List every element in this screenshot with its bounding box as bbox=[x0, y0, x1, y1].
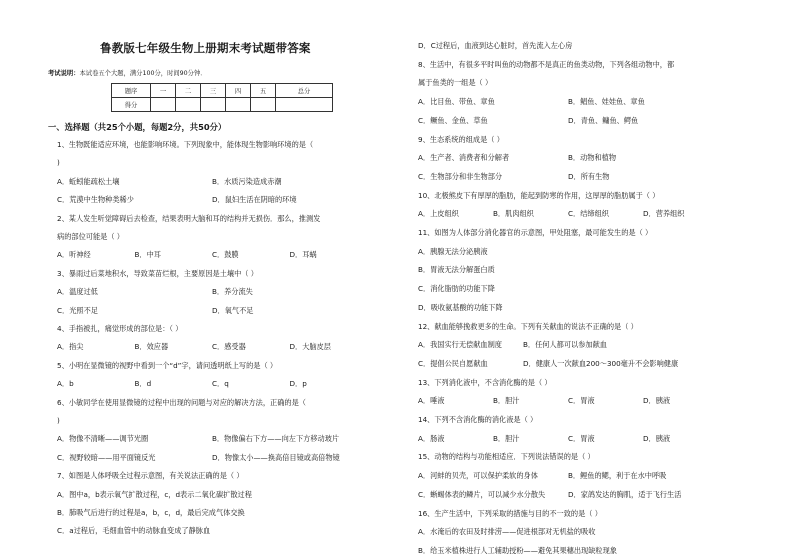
answer-option: D．营养组织 bbox=[643, 209, 685, 219]
answer-option: A．b bbox=[57, 379, 74, 389]
score-cell[interactable] bbox=[251, 98, 276, 112]
answer-option: A．蚯蚓能疏松土壤 bbox=[57, 176, 120, 186]
answer-option: D．胰液 bbox=[643, 396, 671, 406]
score-header-cell: 五 bbox=[251, 84, 276, 98]
answer-option: A．生产者、消费者和分解者 bbox=[418, 153, 510, 163]
question-text: 4、手指被扎，痛觉形成的部位是：（ ） bbox=[57, 324, 183, 333]
score-header-cell: 四 bbox=[226, 84, 251, 98]
answer-option: B．胃液无法分解蛋白质 bbox=[418, 265, 495, 275]
answer-option: C．鳜鱼、金鱼、草鱼 bbox=[418, 115, 488, 125]
answer-option: C．鼓膜 bbox=[212, 250, 239, 260]
question-text: 15、动物的结构与功能相适应．下列说法错误的是（ ） bbox=[418, 452, 595, 462]
answer-option: B．效应器 bbox=[134, 342, 169, 352]
answer-option: C．消化脂肪的功能下降 bbox=[418, 284, 495, 294]
document-title: 鲁教版七年级生物上册期末考试题带答案 bbox=[100, 41, 311, 55]
score-cell[interactable] bbox=[226, 98, 251, 112]
score-table bbox=[111, 83, 333, 112]
answer-option: A．物像不清晰——调节光圈 bbox=[57, 434, 149, 444]
answer-option: B．肌肉组织 bbox=[493, 209, 534, 219]
answer-option: A．指尖 bbox=[57, 342, 84, 352]
answer-option: A．唾液 bbox=[418, 396, 445, 406]
question-text: 11、如图为人体部分消化器官的示意图，甲处阻塞，最可能发生的是（ ） bbox=[418, 228, 653, 237]
answer-option: B．中耳 bbox=[134, 250, 161, 260]
answer-option: B．动物和植物 bbox=[568, 153, 617, 163]
score-header-cell: 一 bbox=[151, 84, 176, 98]
answer-option: B．水质污染造成赤潮 bbox=[212, 176, 282, 186]
score-header-cell: 题序 bbox=[112, 84, 151, 98]
answer-option: A．温度过低 bbox=[57, 287, 98, 297]
section-title: 一、选择题（共25个小题，每题2分，共50分） bbox=[48, 122, 227, 132]
answer-option: B．给玉米植株进行人工辅助授粉——避免其果穗出现缺粒现象 bbox=[418, 545, 617, 555]
answer-option: D．氧气不足 bbox=[212, 305, 254, 315]
answer-option: C．胃液 bbox=[568, 433, 595, 443]
answer-option: B．鲤鱼的鳃，利于在水中呼吸 bbox=[568, 471, 667, 481]
answer-option: A．上皮组织 bbox=[418, 209, 459, 219]
answer-option: C．q bbox=[212, 379, 229, 389]
answer-option: A．我国实行无偿献血制度 bbox=[418, 340, 502, 350]
question-text: 13、下列消化液中，不含消化酶的是（ ） bbox=[418, 377, 552, 387]
answer-option: C．视野较暗——用平面镜反光 bbox=[57, 452, 156, 462]
score-table-score-row bbox=[112, 98, 333, 112]
answer-option: D．吸收氨基酸的功能下降 bbox=[418, 302, 503, 312]
answer-option: C．荒漠中生物种类稀少 bbox=[57, 195, 134, 205]
exam-instructions bbox=[48, 68, 207, 77]
question-text: 6、小敏同学在使用显微镜的过程中出现的问题与对应的解决方法，正确的是（ bbox=[57, 397, 306, 407]
answer-option: A．听神经 bbox=[57, 250, 91, 260]
answer-option: D．胰液 bbox=[643, 433, 671, 443]
answer-option: C．蜥蜴体表的鳞片，可以减少水分散失 bbox=[418, 489, 546, 499]
answer-option: C．感受器 bbox=[212, 342, 246, 352]
answer-option: A．肠液 bbox=[418, 433, 445, 443]
instructions-label: 考试说明： bbox=[48, 70, 80, 77]
answer-option: A．水淹后的农田及时排涝——促进根部对无机盐的吸收 bbox=[418, 527, 596, 537]
answer-option: C．胃液 bbox=[568, 396, 595, 406]
answer-option: C．提倡公民自愿献血 bbox=[418, 358, 488, 368]
answer-option: D．家鸽发达的胸肌，适于飞行生活 bbox=[568, 489, 682, 499]
answer-option: D．p bbox=[289, 379, 307, 389]
answer-option: D．健康人一次献血200～300毫升不会影响健康 bbox=[523, 358, 679, 368]
answer-option: A．图中a，b表示氧气扩散过程，c，d表示二氧化碳扩散过程 bbox=[57, 489, 252, 499]
question-text: 1、生物既能适应环境，也能影响环境。下列现象中，能体现生物影响环境的是（ bbox=[57, 140, 314, 149]
answer-option: D．所有生物 bbox=[568, 171, 610, 181]
answer-option: C．结缔组织 bbox=[568, 209, 609, 219]
answer-option: A．比目鱼、带鱼、章鱼 bbox=[418, 97, 495, 107]
answer-option: C．a过程后，毛细血管中的动脉血变成了静脉血 bbox=[57, 526, 211, 536]
answer-option: B．肺吸气后进行的过程是a，b，c，d，最后完成气体交换 bbox=[57, 508, 245, 517]
score-cell[interactable] bbox=[201, 98, 226, 112]
answer-option: D．青鱼、鳙鱼、鳄鱼 bbox=[568, 115, 639, 125]
question-text: 8、生活中，有很多平时叫鱼的动物都不是真正的鱼类动物，下列各组动物中，都 bbox=[418, 59, 675, 69]
question-text: 9、生态系统的组成是（ ） bbox=[418, 134, 504, 144]
answer-option: B．鲳鱼、娃娃鱼、章鱼 bbox=[568, 97, 645, 107]
answer-option: C．生物部分和非生物部分 bbox=[418, 171, 503, 181]
answer-option: B．任何人都可以参加献血 bbox=[523, 340, 607, 350]
score-header-cell: 二 bbox=[176, 84, 201, 98]
score-cell[interactable] bbox=[276, 98, 333, 112]
answer-option: B．物像偏右下方——向左下方移动玻片 bbox=[212, 434, 340, 444]
answer-option: A．胰腺无法分泌胰液 bbox=[418, 246, 488, 256]
score-table-header-row bbox=[112, 84, 333, 98]
question-text-continued: ) bbox=[57, 158, 60, 168]
answer-option: A．河蚌的贝壳，可以保护柔软的身体 bbox=[418, 471, 538, 481]
instructions-text: 本试卷五个大题，满分100分，时间90分钟． bbox=[79, 70, 207, 77]
question-text: 10、北极熊皮下有厚厚的脂肪，能起到防寒的作用，这厚厚的脂肪属于（ ） bbox=[418, 190, 660, 200]
question-text: 12、献血能够挽救更多的生命。下列有关献血的说法不正确的是（ ） bbox=[418, 321, 638, 331]
answer-option: D．C过程后，血液到达心脏时，首先流入左心房 bbox=[418, 41, 573, 50]
question-text-continued: ) bbox=[57, 416, 60, 425]
question-text: 7、如图是人体呼吸全过程示意图，有关说法正确的是（ ） bbox=[57, 471, 244, 481]
answer-option: B．d bbox=[134, 379, 152, 389]
question-text-continued: 属于鱼类的一组是（ ） bbox=[418, 78, 493, 88]
answer-option: B．胆汁 bbox=[493, 396, 520, 406]
question-text: 3、暴雨过后菜地积水，导致菜苗烂根，主要原因是土壤中（ ） bbox=[57, 268, 258, 278]
question-text: 16、生产生活中，下列采取的措施与目的不一致的是（ ） bbox=[418, 508, 602, 518]
answer-option: B．胆汁 bbox=[493, 433, 520, 443]
question-text: 2、某人发生听觉障碍后去检查，结果表明大脑和耳的结构并无损伤．那么，推测发 bbox=[57, 213, 321, 223]
score-cell[interactable] bbox=[176, 98, 201, 112]
answer-option: D．鼠妇生活在阴暗的环境 bbox=[212, 195, 297, 205]
score-header-cell: 三 bbox=[201, 84, 226, 98]
answer-option: D．耳蜗 bbox=[289, 250, 317, 260]
answer-option: C．光照不足 bbox=[57, 305, 98, 315]
answer-option: B．养分流失 bbox=[212, 287, 253, 297]
question-text-continued: 病的部位可能是（ ） bbox=[57, 232, 124, 241]
score-header-cell: 总分 bbox=[276, 84, 333, 98]
score-cell[interactable] bbox=[151, 98, 176, 112]
answer-option: D．大脑皮层 bbox=[289, 342, 331, 352]
question-text: 14、下列不含消化酶的消化液是（ ） bbox=[418, 415, 538, 424]
score-row-label: 得分 bbox=[112, 98, 151, 112]
question-text: 5、小明在显微镜的视野中看到一个“d”字，请问透明纸上写的是（ ） bbox=[57, 360, 278, 370]
answer-option: D．物像太小——换高倍目镜或高倍物镜 bbox=[212, 452, 340, 462]
